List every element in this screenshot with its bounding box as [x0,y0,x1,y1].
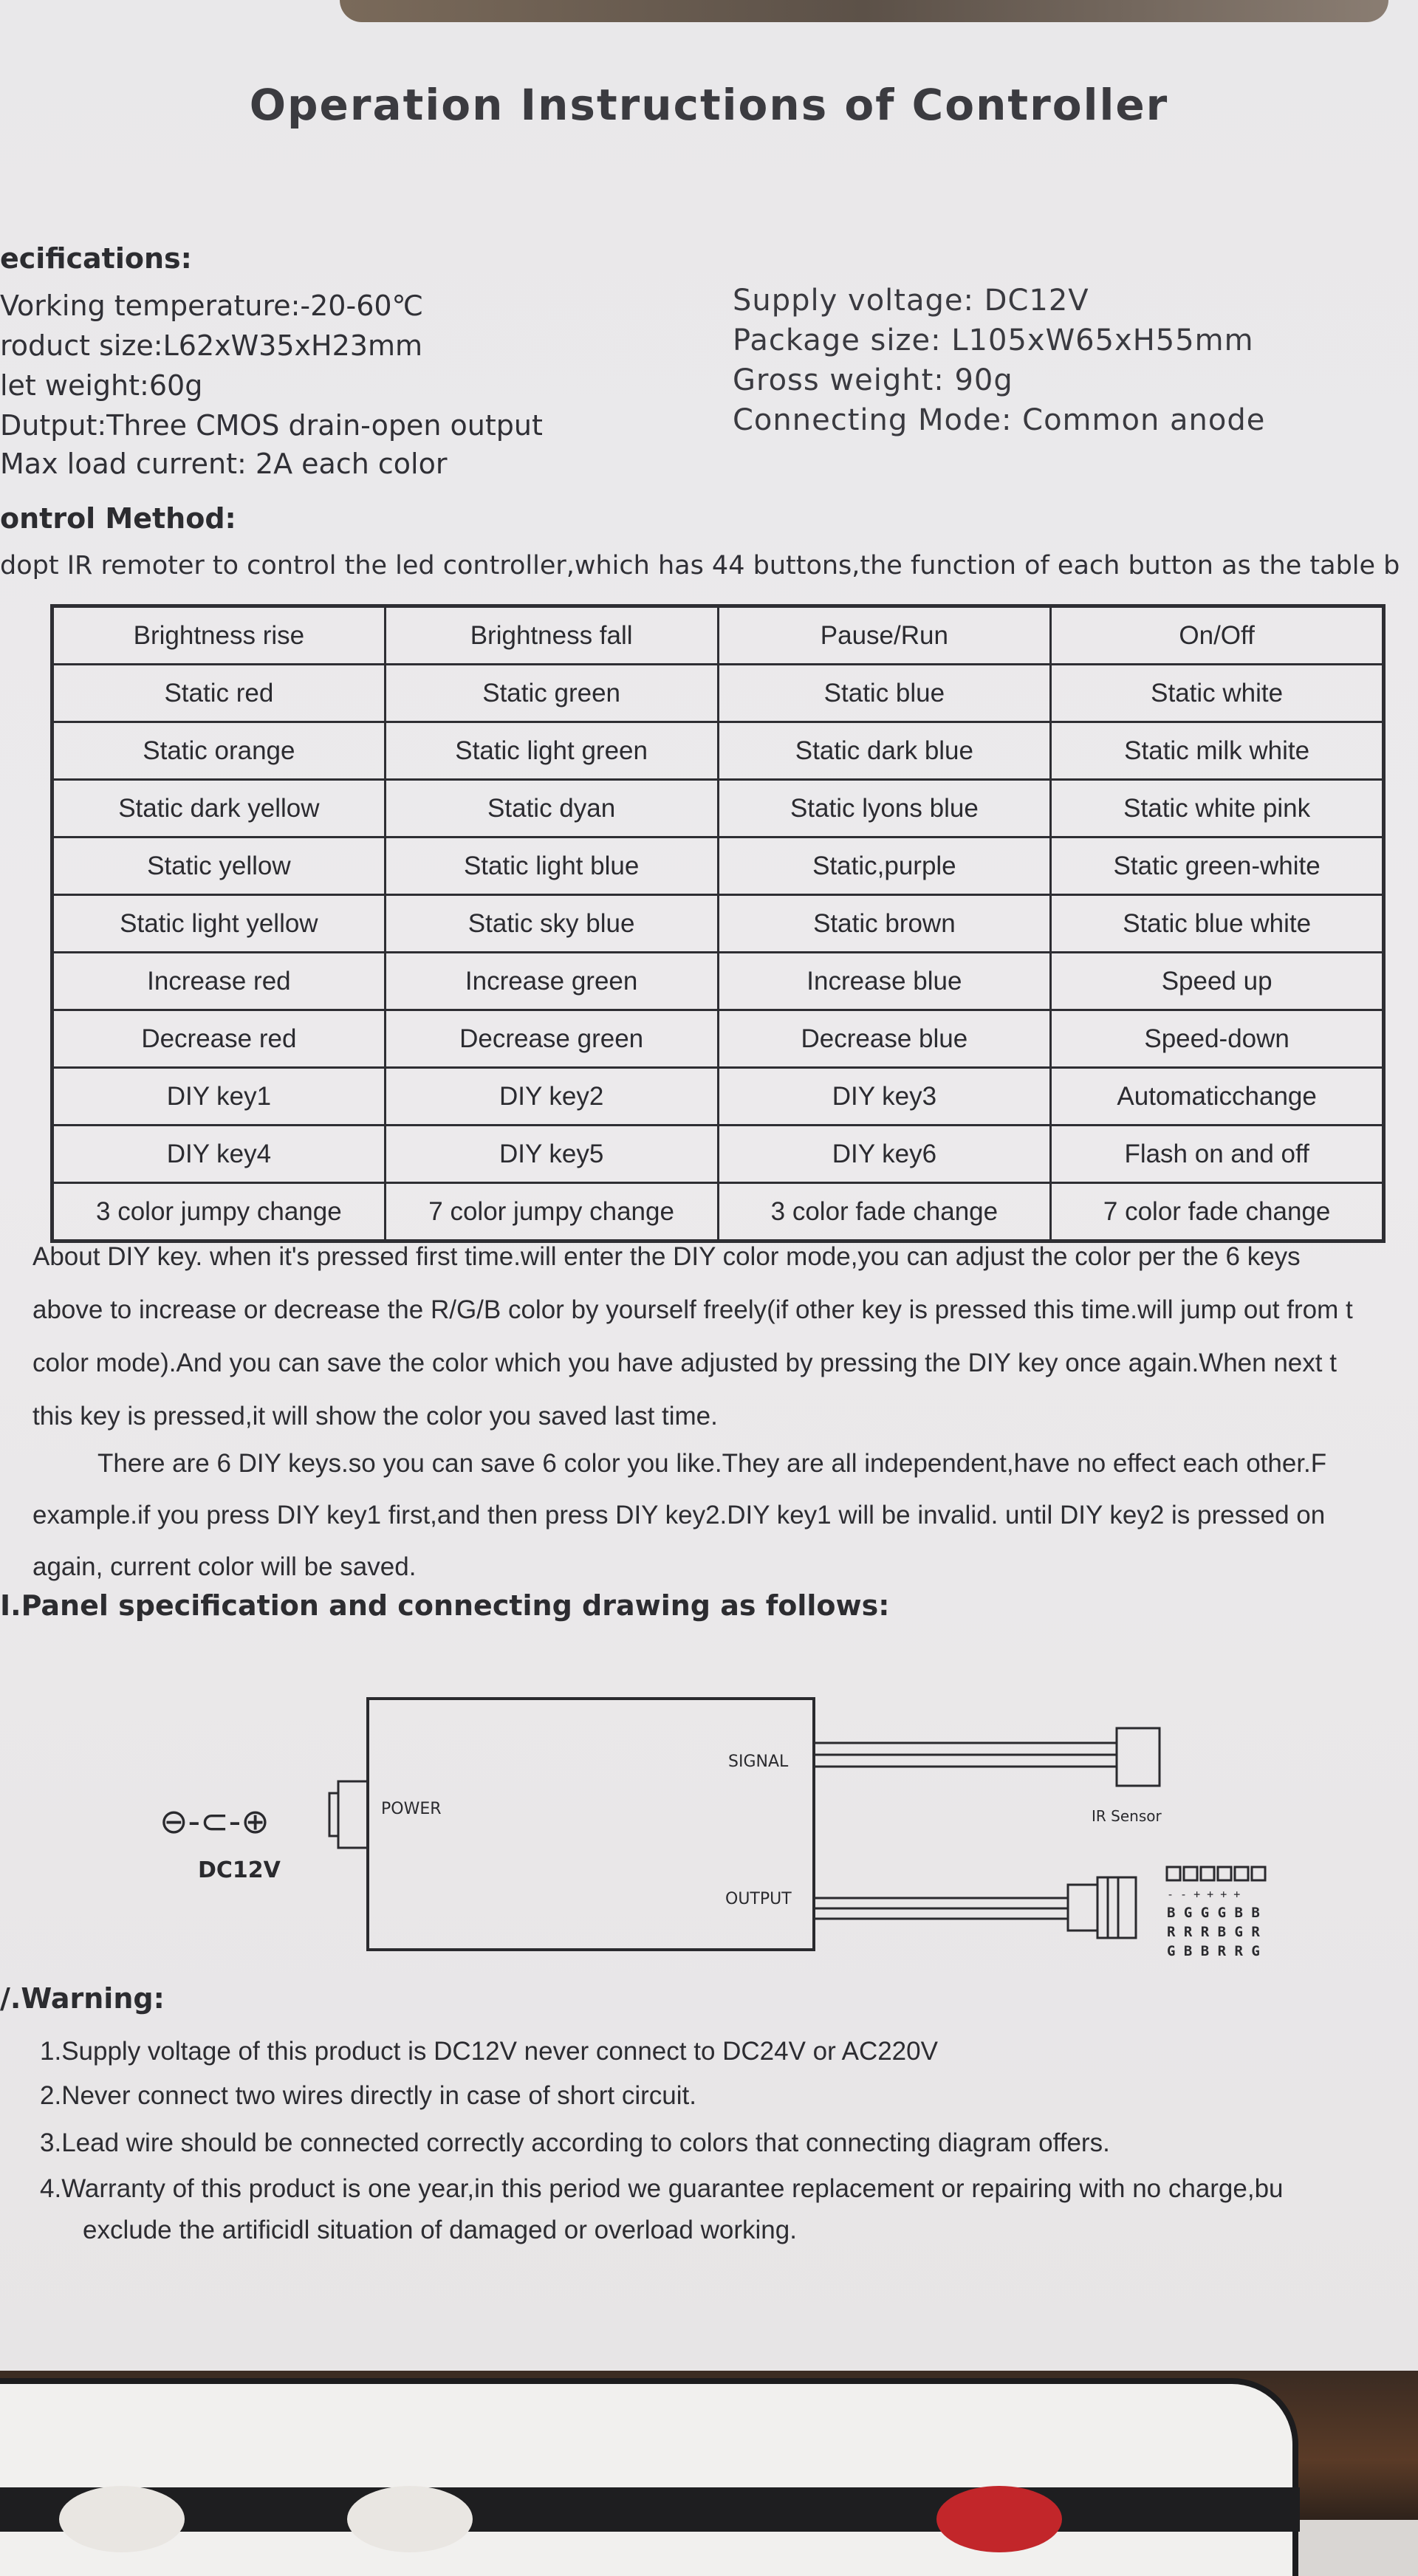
table-row [52,665,1384,722]
table-cell: Static blue [718,665,1051,722]
remote-button-white [59,2486,185,2552]
spec-left-line: Max load current: 2A each color [0,448,448,480]
table-cell: Decrease red [52,1010,386,1068]
table-cell: Decrease blue [718,1010,1051,1068]
table-cell: Pause/Run [718,606,1051,665]
table-cell: Static orange [52,722,386,780]
table-cell: Increase blue [718,953,1051,1010]
table-row [52,722,1384,780]
table-cell: Automaticchange [1051,1068,1384,1126]
spec-left-line: roduct size:L62xW35xH23mm [0,329,422,362]
table-cell: Static brown [718,895,1051,953]
table-cell: Static,purple [718,837,1051,895]
page-title: Operation Instructions of Controller [249,80,1169,130]
top-shadow-strip [340,0,1388,22]
table-cell: Static dark yellow [52,780,386,837]
table-cell: 3 color jumpy change [52,1183,386,1241]
output-plug [1097,1877,1136,1938]
pin-row: B G G G B B [1167,1905,1260,1921]
specifications-heading: ecifications: [0,242,192,275]
remote-button-table [50,604,1386,1243]
pin-boxes [1167,1867,1265,1880]
table-row [52,1183,1384,1241]
table-cell: DIY key3 [718,1068,1051,1126]
table-cell: Increase red [52,953,386,1010]
table-cell: Static light green [385,722,718,780]
power-jack-tip [329,1793,338,1836]
remote-button-panel [0,2487,1300,2532]
warning-item: 4.Warranty of this product is one year,in this period we guarantee replacement or repairing with no charge,bu [40,2174,1284,2203]
power-jack [338,1781,368,1848]
warning-heading: /.Warning: [0,1982,165,2015]
table-row [52,1126,1384,1183]
remote-control [0,2378,1298,2576]
warning-item: 2.Never connect two wires directly in case of short circuit. [40,2081,696,2110]
table-cell: Static light blue [385,837,718,895]
table-cell: Static white [1051,665,1384,722]
table-cell: DIY key4 [52,1126,386,1183]
table-row [52,895,1384,953]
table-row [52,780,1384,837]
warning-item: exclude the artificidl situation of damaged or overload working. [83,2216,797,2244]
warning-item: 3.Lead wire should be connected correctly according to colors that connecting diagram offers. [40,2128,1110,2157]
table-row [52,1010,1384,1068]
table-cell: Decrease green [385,1010,718,1068]
connection-diagram [148,1676,1300,1987]
spec-left-line: let weight:60g [0,369,203,402]
signal-label: SIGNAL [728,1753,789,1771]
diy-paragraph: again, current color will be saved. [32,1552,417,1581]
output-label: OUTPUT [725,1890,792,1908]
table-cell: DIY key5 [385,1126,718,1183]
table-cell: Increase green [385,953,718,1010]
diy-paragraph: color mode).And you can save the color which you have adjusted by pressing the DIY key once again.When next t [32,1349,1337,1377]
table-row [52,837,1384,895]
pin-marks: - - + + + + [1167,1888,1241,1901]
table-cell: Static red [52,665,386,722]
table-cell: DIY key1 [52,1068,386,1126]
table-cell: Static dyan [385,780,718,837]
spec-right-line: Supply voltage: DC12V [733,284,1089,318]
table-row [52,606,1384,665]
table-cell: Flash on and off [1051,1126,1384,1183]
table-cell: Brightness rise [52,606,386,665]
spec-right-line: Connecting Mode: Common anode [733,403,1266,437]
table-cell: Static milk white [1051,722,1384,780]
diy-paragraph: About DIY key. when it's pressed first time.will enter the DIY color mode,you can adjust the color per the 6 keys [32,1242,1301,1271]
warning-item: 1.Supply voltage of this product is DC12V never connect to DC24V or AC220V [40,2037,938,2066]
control-method-text: dopt IR remoter to control the led controller,which has 44 buttons,the function of each button as the table b [0,551,1400,580]
table-cell: Static sky blue [385,895,718,953]
table-cell: 7 color fade change [1051,1183,1384,1241]
spec-right-line: Package size: L105xW65xH55mm [733,323,1254,357]
spec-left-line: Vorking temperature:-20-60℃ [0,290,424,322]
table-cell: Static lyons blue [718,780,1051,837]
power-label: POWER [381,1800,442,1818]
table-cell: DIY key6 [718,1126,1051,1183]
table-cell: Speed-down [1051,1010,1384,1068]
pin-row: R R R B G R [1167,1924,1260,1940]
table-cell: Static blue white [1051,895,1384,953]
table-cell: On/Off [1051,606,1384,665]
table-cell: Static light yellow [52,895,386,953]
table-cell: Static green [385,665,718,722]
table-row [52,953,1384,1010]
diy-paragraph: above to increase or decrease the R/G/B color by yourself freely(if other key is pressed this time.will jump out from t [32,1295,1353,1324]
spec-left-line: Dutput:Three CMOS drain-open output [0,409,543,442]
pin-row: G B B R R G [1167,1943,1260,1959]
output-connector [1068,1885,1097,1931]
diy-paragraph: There are 6 DIY keys.so you can save 6 color you like.They are all independent,have no effect each other.F [97,1449,1327,1478]
remote-button-white [347,2486,473,2552]
table-cell: Static dark blue [718,722,1051,780]
ir-sensor-body [1117,1728,1160,1786]
table-cell: 7 color jumpy change [385,1183,718,1241]
control-method-heading: ontrol Method: [0,502,236,535]
table-cell: Speed up [1051,953,1384,1010]
table-cell: Brightness fall [385,606,718,665]
dc12v-label: DC12V [198,1857,281,1883]
remote-button-red [936,2486,1062,2552]
diy-paragraph: example.if you press DIY key1 first,and then press DIY key2.DIY key1 will be invalid. until DIY key2 is pressed on [32,1501,1326,1530]
polarity-symbol: ⊖-⊂-⊕ [160,1801,270,1841]
ir-sensor-label: IR Sensor [1092,1807,1162,1825]
table-cell: Static white pink [1051,780,1384,837]
table-cell: Static green-white [1051,837,1384,895]
table-cell: 3 color fade change [718,1183,1051,1241]
diy-paragraph: this key is pressed,it will show the color you saved last time. [32,1402,718,1431]
table-row [52,1068,1384,1126]
spec-right-line: Gross weight: 90g [733,363,1013,397]
controller-box [368,1699,814,1950]
table-cell: Static yellow [52,837,386,895]
table-cell: DIY key2 [385,1068,718,1126]
panel-spec-heading: I.Panel specification and connecting drawing as follows: [0,1589,890,1622]
